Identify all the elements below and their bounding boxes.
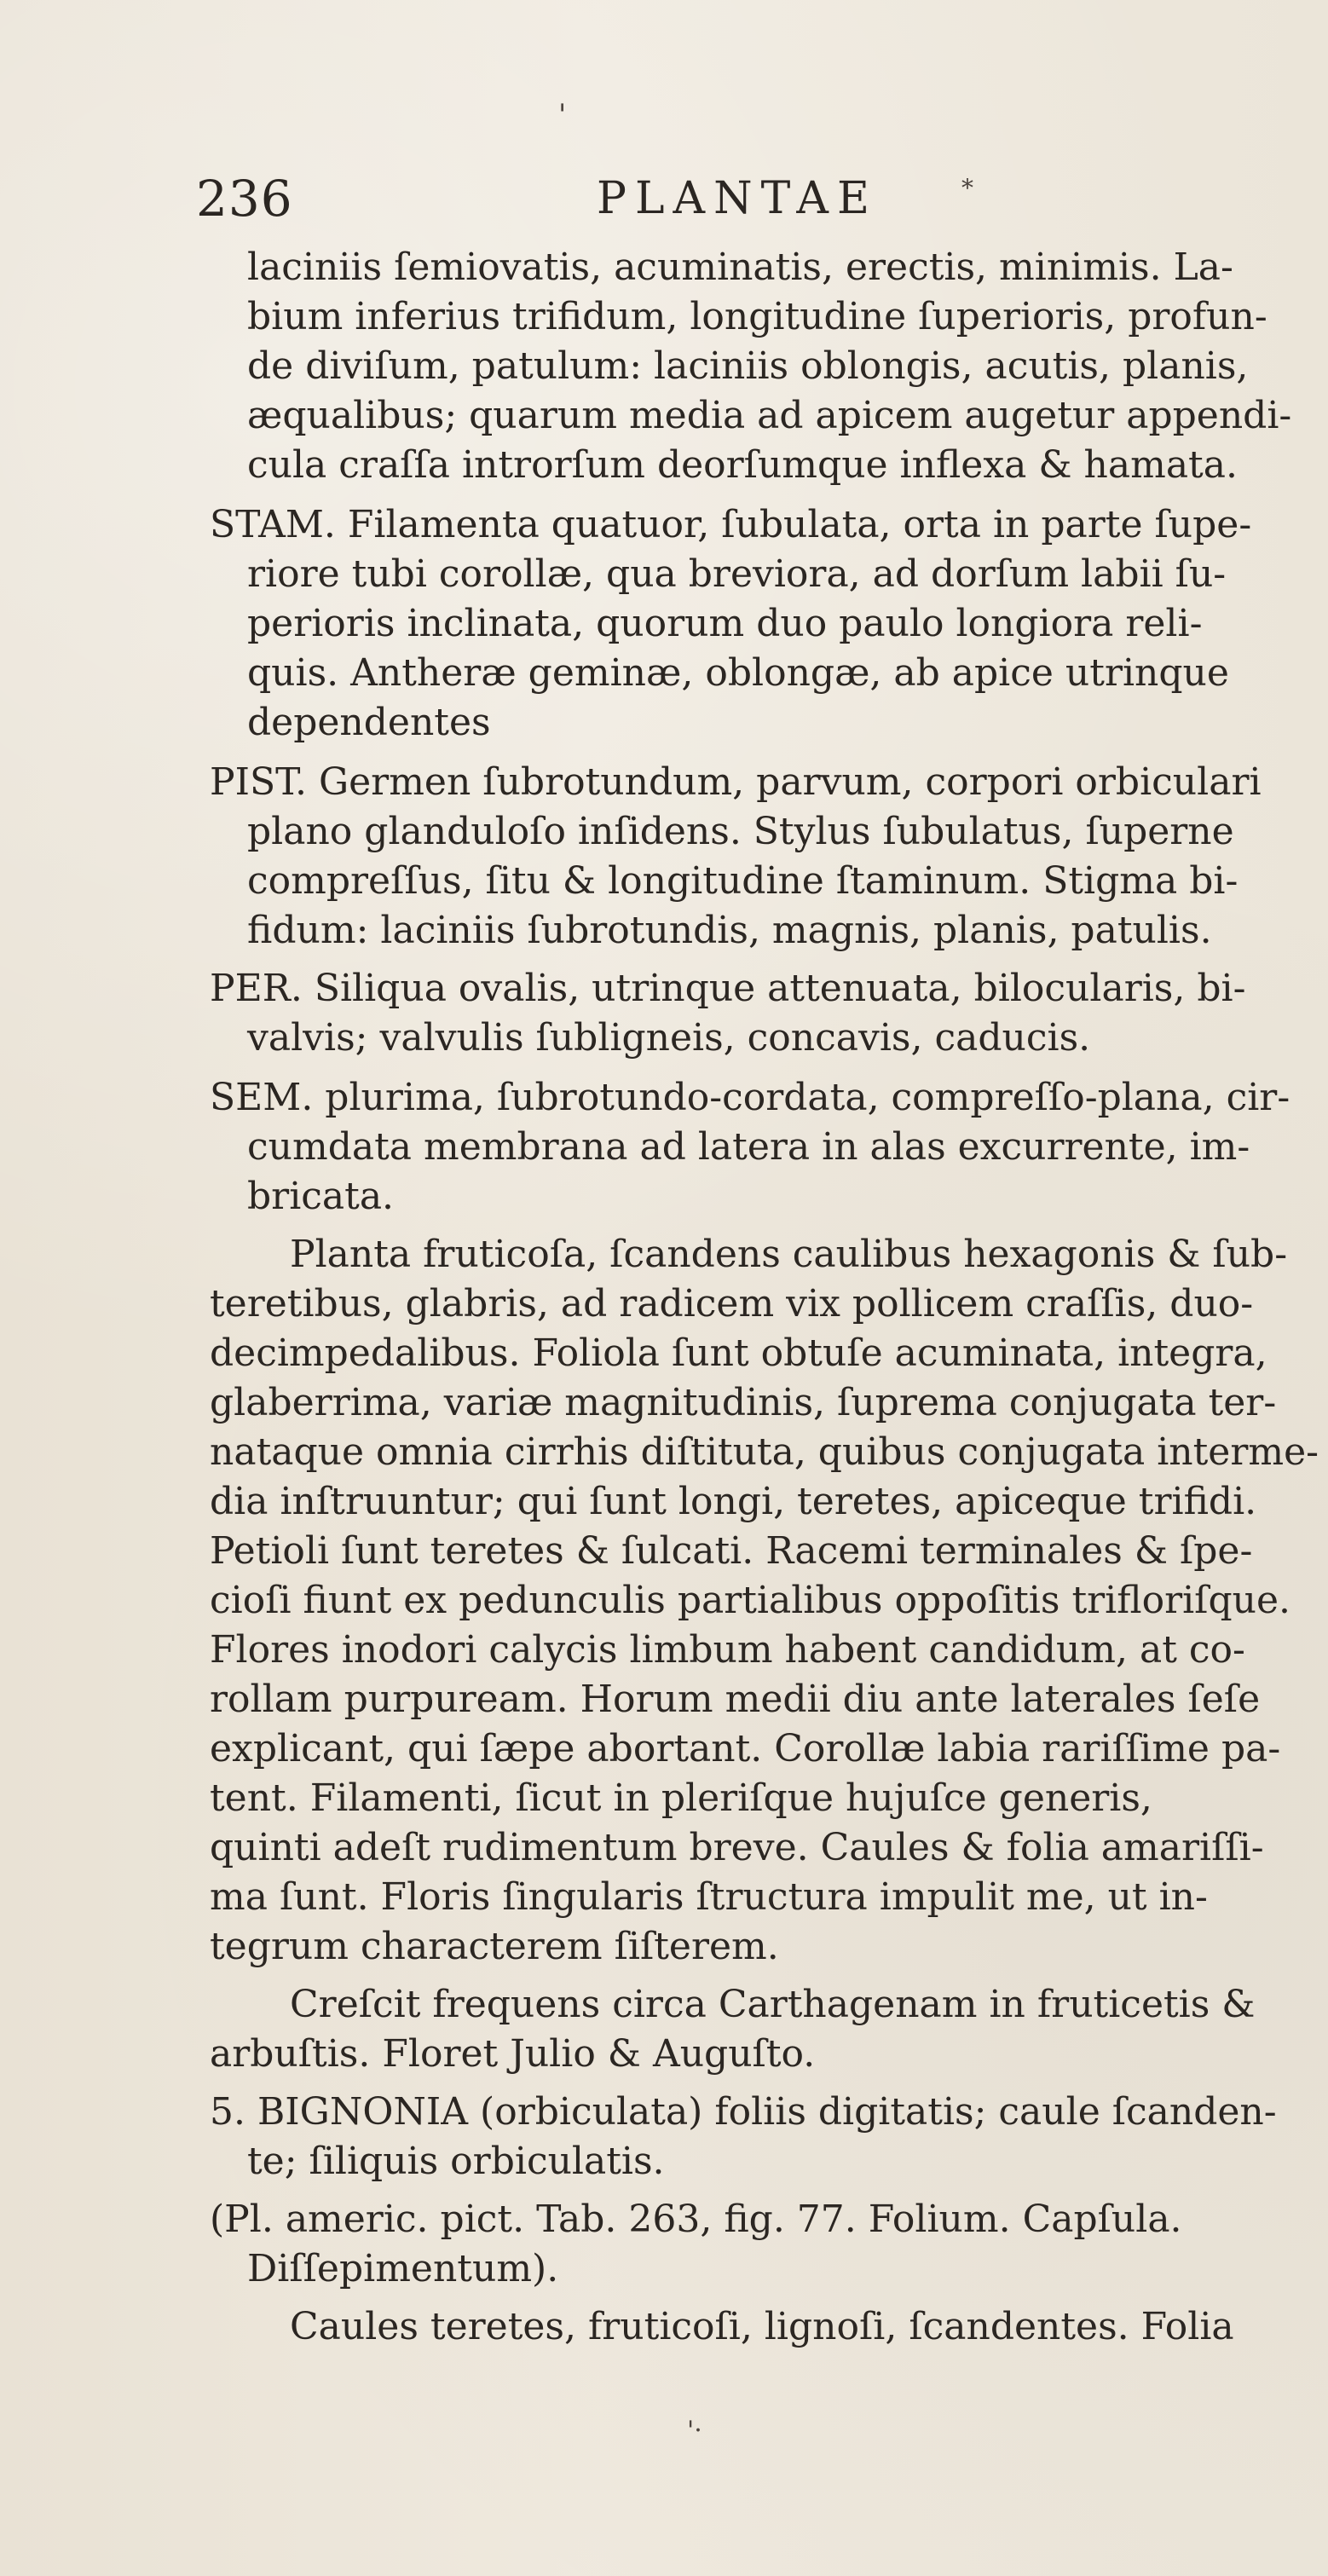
text-line: tent. Filamenti, ſicut in pleriſque hujuſce generis, <box>210 1776 1152 1820</box>
text-line: dependentes <box>247 701 491 744</box>
text-line: Petioli ſunt teretes & ſulcati. Racemi terminales & ſpe- <box>210 1529 1253 1573</box>
text-line: Flores inodori calycis limbum habent candidum, at co- <box>210 1628 1245 1672</box>
reference-line: (Pl. americ. pict. Tab. 263, fig. 77. Folium. Capſula. <box>210 2198 1182 2241</box>
text-line: riore tubi corollæ, qua breviora, ad dorſum labii ſu- <box>247 552 1227 596</box>
text-line: bricata. <box>247 1175 395 1218</box>
text-line: æqualibus; quarum media ad apicem augetur appendi- <box>247 394 1292 437</box>
species-heading-line: 5. BIGNONIA (orbiculata) foliis digitatis; caule ſcanden- <box>210 2090 1277 2134</box>
text-line: te; ſiliquis orbiculatis. <box>247 2140 665 2183</box>
text-line: fidum: laciniis ſubrotundis, magnis, planis, patulis. <box>247 909 1212 952</box>
text-line: arbuſtis. Floret Julio & Auguſto. <box>210 2032 816 2076</box>
text-line: decimpedalibus. Foliola ſunt obtuſe acuminata, integra, <box>210 1331 1267 1375</box>
text-line: rollam purpuream. Horum medii diu ante laterales ſeſe <box>210 1678 1261 1721</box>
text-line: quinti adeſt rudimentum breve. Caules & folia amariſſi- <box>210 1826 1264 1869</box>
text-line: cumdata membrana ad latera in alas excurrente, im- <box>247 1125 1250 1169</box>
reference-line: Diſſepimentum). <box>247 2247 559 2290</box>
bottom-mark: '· <box>687 2416 702 2446</box>
text-line: tegrum characterem ſiſterem. <box>210 1925 779 1968</box>
running-title: PLANTAE <box>597 173 878 224</box>
text-line: cula craſſa introrſum deorſumque inflexa & hamata. <box>247 443 1238 487</box>
text-line: Caules teretes, fruticoſi, lignoſi, ſcandentes. Folia <box>290 2305 1234 2348</box>
text-line: perioris inclinata, quorum duo paulo longiora reli- <box>247 602 1203 645</box>
text-line-pist: PIST. Germen ſubrotundum, parvum, corpori orbiculari <box>210 760 1262 804</box>
text-line: Planta fruticoſa, ſcandens caulibus hexagonis & ſub- <box>290 1233 1288 1276</box>
text-line: glaberrima, variæ magnitudinis, ſuprema conjugata ter- <box>210 1381 1277 1424</box>
text-line-sem: SEM. plurima, ſubrotundo-cordata, compreſſo-plana, cir- <box>210 1076 1290 1119</box>
text-line: ma ſunt. Floris ſingularis ſtructura impulit me, ut in- <box>210 1875 1208 1919</box>
text-line-per: PER. Siliqua ovalis, utrinque attenuata, bilocularis, bi- <box>210 967 1246 1010</box>
text-line: plano glanduloſo inſidens. Stylus ſubulatus, ſuperne <box>247 810 1234 853</box>
text-line: de diviſum, patulum: laciniis oblongis, acutis, planis, <box>247 344 1249 388</box>
corner-mark: * <box>961 174 973 202</box>
text-line-stam: STAM. Filamenta quatuor, ſubulata, orta in parte ſupe- <box>210 503 1252 546</box>
page-text <box>0 243 1328 2348</box>
text-line: bium inferius trifidum, longitudine ſuperioris, profun- <box>247 295 1267 338</box>
text-line: explicant, qui ſæpe abortant. Corollæ labia rariſſime pa- <box>210 1727 1281 1770</box>
text-line: cioſi fiunt ex pedunculis partialibus oppoſitis trifloriſque. <box>210 1579 1290 1622</box>
text-line: valvis; valvulis ſubligneis, concavis, caducis. <box>247 1016 1091 1060</box>
text-line: laciniis ſemiovatis, acuminatis, erectis, minimis. La- <box>247 245 1233 289</box>
text-line: quis. Antheræ geminæ, oblongæ, ab apice utrinque <box>247 651 1229 695</box>
text-line: nataque omnia cirrhis diſtituta, quibus conjugata interme- <box>210 1430 1319 1474</box>
text-line: Creſcit frequens circa Carthagenam in fruticetis & <box>290 1983 1256 2026</box>
page-number: 236 <box>196 170 293 228</box>
text-line: dia inſtruuntur; qui ſunt longi, teretes, apiceque trifidi. <box>210 1480 1257 1523</box>
text-line: compreſſus, ſitu & longitudine ſtaminum. Stigma bi- <box>247 859 1239 903</box>
page-header <box>0 169 1328 228</box>
text-line: teretibus, glabris, ad radicem vix pollicem craſſis, duo- <box>210 1282 1254 1326</box>
top-mark: ' <box>558 98 567 132</box>
